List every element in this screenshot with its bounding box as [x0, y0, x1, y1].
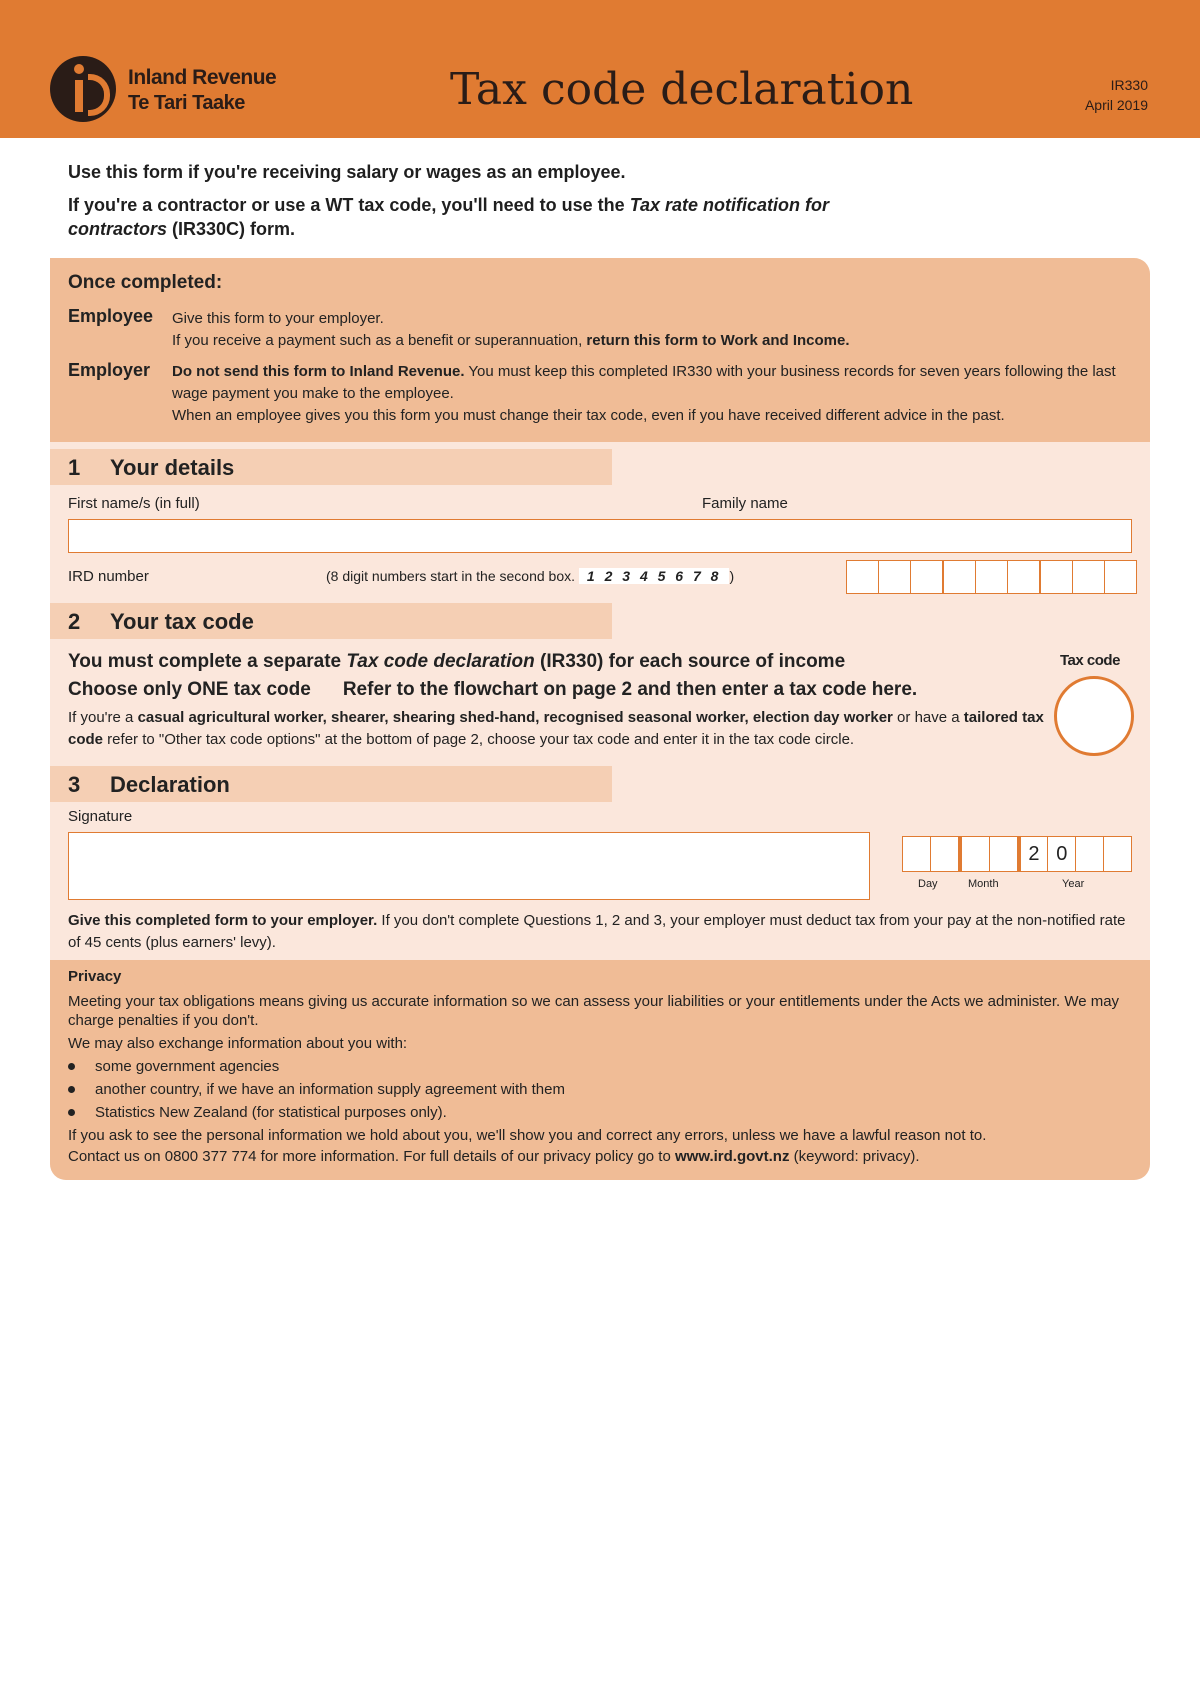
employer-label: Employer — [68, 360, 151, 380]
name-field[interactable] — [68, 519, 1132, 553]
ird-hint: (8 digit numbers start in the second box. 1 2 3 4 5 6 7 8 ) — [326, 568, 735, 584]
ird-number-label: IRD number — [68, 568, 149, 585]
ird-digit-box[interactable] — [879, 561, 911, 593]
list-item: some government agencies — [68, 1057, 1128, 1076]
list-item: another country, if we have an information supply agreement with them — [68, 1080, 1128, 1099]
day-digit[interactable] — [903, 837, 931, 871]
section-2-title: Your tax code — [110, 609, 254, 634]
month-digit[interactable] — [962, 837, 990, 871]
day-label: Day — [918, 878, 938, 890]
ird-digit-box[interactable] — [1105, 561, 1136, 593]
intro-line-1: Use this form if you're receiving salary or wages as an employee. — [68, 162, 626, 182]
org-maori-name: Te Tari Taake — [128, 92, 245, 114]
ird-number-field[interactable] — [846, 560, 1137, 594]
year-label: Year — [1062, 878, 1085, 890]
employee-label: Employee — [68, 306, 154, 326]
year-digit[interactable]: 2 — [1021, 837, 1049, 871]
section-1-title: Your details — [110, 455, 235, 480]
form-date: April 2019 — [1084, 97, 1148, 113]
family-name-label: Family name — [702, 495, 788, 512]
ird-digit-box[interactable] — [1008, 561, 1041, 593]
signature-field[interactable] — [68, 832, 870, 900]
org-name: Inland Revenue — [128, 66, 277, 89]
section-3-number: 3 — [68, 772, 81, 797]
separate-declaration-note: You must complete a separate Tax code declaration (IR330) for each source of income — [68, 651, 846, 672]
once-completed-title: Once completed: — [68, 272, 223, 293]
choose-one-note: Choose only ONE tax code Refer to the flowchart on page 2 and then enter a tax code here. — [68, 679, 918, 700]
date-field[interactable] — [902, 836, 1132, 872]
tax-code-circle-field[interactable] — [1054, 676, 1134, 756]
year-digit[interactable]: 0 — [1048, 837, 1076, 871]
tax-code-label: Tax code — [1060, 652, 1120, 669]
day-digit[interactable] — [931, 837, 962, 871]
privacy-text — [68, 992, 1128, 1166]
bullet-icon — [68, 1109, 75, 1116]
first-name-label: First name/s (in full) — [68, 495, 200, 512]
page-title: Tax code declaration — [450, 64, 914, 115]
section-2-number: 2 — [68, 609, 81, 634]
declaration-footer-note: Give this completed form to your employer. If you don't complete Questions 1, 2 and 3, your employer must deduct tax from your pay at the non-notified rate of 45 cents (plus earners' levy). — [68, 912, 1126, 951]
section-3-title: Declaration — [110, 772, 230, 797]
ird-digit-box[interactable] — [1041, 561, 1073, 593]
employer-instructions: Do not send this form to Inland Revenue. You must keep this completed IR330 with your business records for seven years following the last wage payment you make to the employee. When an employee gives you this form you must change their tax code, even if you have received different advice in the past. — [172, 363, 1116, 424]
privacy-para-1: Meeting your tax obligations means giving us accurate information so we can assess your liabilities or your entitlements under the Acts we administer. We may charge penalties if you don't. — [68, 993, 1120, 1029]
form-info — [1085, 75, 1148, 115]
logo-i-dot — [74, 64, 84, 74]
privacy-para-2: We may also exchange information about you with: — [68, 1035, 408, 1052]
bullet-icon — [68, 1086, 75, 1093]
ird-example-digits: 1 2 3 4 5 6 7 8 — [579, 568, 730, 584]
signature-label: Signature — [68, 808, 133, 825]
privacy-para-3: If you ask to see the personal information we hold about you, we'll show you and correct any errors, unless we have a lawful reason not to. — [68, 1127, 987, 1144]
list-item: Statistics New Zealand (for statistical purposes only). — [68, 1103, 1128, 1122]
month-digit[interactable] — [990, 837, 1021, 871]
ird-digit-box[interactable] — [911, 561, 944, 593]
year-digit[interactable] — [1076, 837, 1104, 871]
ird-digit-box[interactable] — [976, 561, 1008, 593]
privacy-title: Privacy — [68, 968, 122, 985]
employee-instructions: Give this form to your employer. If you receive a payment such as a benefit or superannuation, return this form to Work and Income. — [172, 310, 850, 349]
other-tax-code-note: If you're a casual agricultural worker, shearer, shearing shed-hand, recognised seasonal worker, election day worker or have a tailored tax code refer to "Other tax code options" at the bottom of page 2, choose your tax code and enter it in the tax code circle. — [68, 709, 1044, 748]
month-label: Month — [968, 878, 999, 890]
ird-digit-box[interactable] — [1073, 561, 1105, 593]
form-number: IR330 — [1110, 77, 1148, 93]
section-1-number: 1 — [68, 455, 81, 480]
ird-digit-box[interactable] — [847, 561, 879, 593]
year-digit[interactable] — [1104, 837, 1131, 871]
intro-line-2: If you're a contractor or use a WT tax code, you'll need to use the Tax rate notification for contractors (IR330C) form. — [68, 195, 830, 239]
privacy-link[interactable]: www.ird.govt.nz — [675, 1148, 790, 1165]
privacy-para-4: Contact us on 0800 377 774 for more information. For full details of our privacy policy go to www.ird.govt.nz (keyword: privacy). — [68, 1148, 920, 1165]
contractor-form-title: Tax rate notification for contractors — [68, 195, 830, 239]
bullet-icon — [68, 1063, 75, 1070]
ird-digit-box[interactable] — [944, 561, 976, 593]
logo-i-bar — [75, 80, 83, 112]
